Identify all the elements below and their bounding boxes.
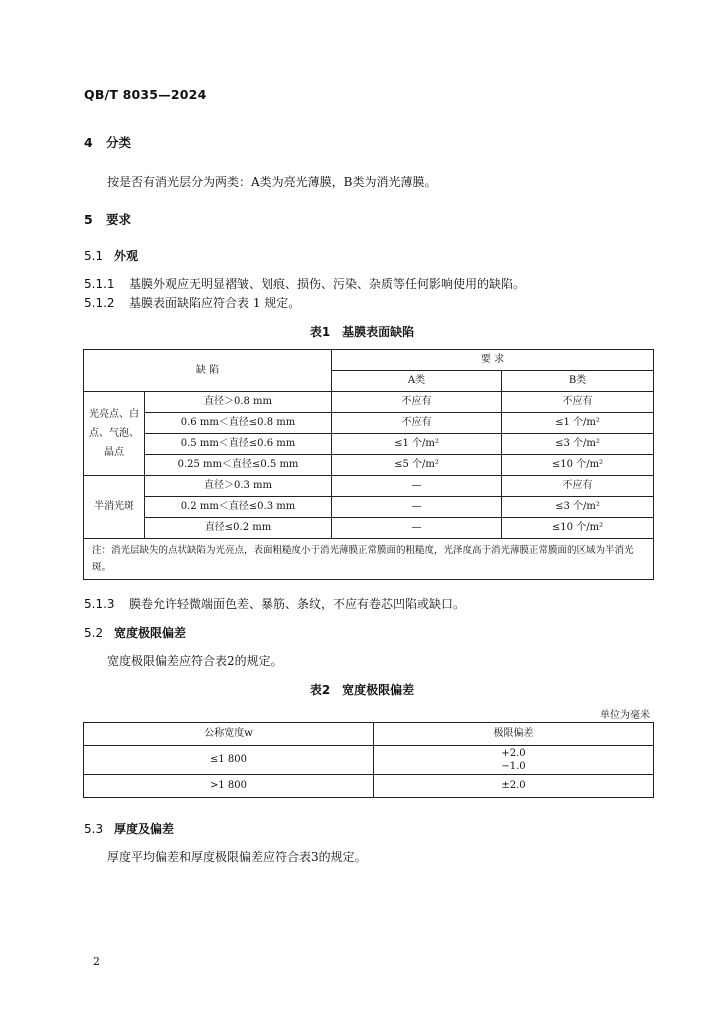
class-a-cell: ≤1 个/m²: [332, 434, 502, 455]
class-b-cell: 不应有: [502, 476, 654, 497]
table-1-caption: 表1 基膜表面缺陷: [309, 325, 415, 339]
section-5-1-heading: [84, 247, 138, 264]
table-row: [84, 775, 654, 798]
table-row: [84, 455, 654, 476]
standard-code-header: QB/T 8035—2024: [84, 87, 207, 102]
width-cell: >1 800: [84, 775, 374, 798]
table-2-caption: 表2 宽度极限偏差: [309, 683, 415, 697]
table-row: [84, 392, 654, 413]
condition-cell: 0.2 mm＜直径≤0.3 mm: [145, 497, 332, 518]
width-cell: ≤1 800: [84, 746, 374, 775]
class-b-cell: ≤3 个/m²: [502, 497, 654, 518]
class-a-cell: ≤5 个/m²: [332, 455, 502, 476]
table-row: [84, 497, 654, 518]
clause-5-1-2: [84, 294, 300, 311]
section-5-heading: [84, 210, 131, 228]
class-a-cell: 不应有: [332, 413, 502, 434]
limit-deviation-header: 极限偏差: [374, 723, 654, 746]
section-title: 厚度及偏差: [114, 822, 175, 836]
section-title: 要求: [106, 212, 132, 227]
condition-cell: 0.25 mm＜直径≤0.5 mm: [145, 455, 332, 476]
table-row: [84, 434, 654, 455]
section-4-heading: [84, 133, 131, 151]
clause-text: 膜卷允许轻微端面色差、暴筋、条纹，不应有卷芯凹陷或缺口。: [129, 597, 466, 611]
section-title: 外观: [114, 249, 139, 263]
section-4-paragraph: 按是否有消光层分为两类：A类为亮光薄膜，B类为消光薄膜。: [107, 175, 437, 189]
section-number: 4: [84, 135, 93, 150]
section-5-2-heading: [84, 624, 186, 641]
section-number: 5: [84, 212, 93, 227]
deviation-cell: [374, 746, 654, 775]
defect-header: 缺 陷: [84, 350, 332, 392]
class-a-cell: —: [332, 497, 502, 518]
class-b-cell: 不应有: [502, 392, 654, 413]
class-b-cell: ≤3 个/m²: [502, 434, 654, 455]
requirement-header: 要 求: [332, 350, 654, 371]
table-row: [84, 746, 654, 775]
defect-group-name: 光亮点、白点、气泡、晶点: [84, 392, 145, 476]
table-note: 注：消光层缺失的点状缺陷为光亮点，表面粗糙度小于消光薄膜正常膜面的粗糙度，光泽度高于消光薄膜正常膜面的区域为半消光斑。: [84, 539, 654, 580]
class-a-cell: —: [332, 518, 502, 539]
clause-text: 基膜表面缺陷应符合表 1 规定。: [129, 296, 301, 310]
clause-number: 5.1.2: [84, 296, 115, 310]
upper-deviation: +2.0: [501, 748, 526, 759]
deviation-cell: ±2.0: [374, 775, 654, 798]
section-number: 5.2: [84, 626, 104, 640]
class-a-cell: —: [332, 476, 502, 497]
section-number: 5.3: [84, 822, 104, 836]
class-a-header: A类: [332, 371, 502, 392]
clause-5-1-3: [84, 595, 465, 612]
class-b-cell: ≤10 个/m²: [502, 455, 654, 476]
section-title: 分类: [106, 135, 132, 150]
section-number: 5.1: [84, 249, 104, 263]
class-b-cell: ≤10 个/m²: [502, 518, 654, 539]
table-row: [84, 476, 654, 497]
clause-number: 5.1.1: [84, 277, 115, 291]
condition-cell: 0.5 mm＜直径≤0.6 mm: [145, 434, 332, 455]
nominal-width-header: 公称宽度w: [84, 723, 374, 746]
table-row: [84, 518, 654, 539]
class-a-cell: 不应有: [332, 392, 502, 413]
section-5-3-heading: [84, 820, 174, 837]
width-deviation-table: [83, 722, 654, 798]
condition-cell: 0.6 mm＜直径≤0.8 mm: [145, 413, 332, 434]
condition-cell: 直径≤0.2 mm: [145, 518, 332, 539]
section-5-3-paragraph: 厚度平均偏差和厚度极限偏差应符合表3的规定。: [107, 850, 367, 864]
clause-text: 基膜外观应无明显褶皱、划痕、损伤、污染、杂质等任何影响使用的缺陷。: [129, 277, 526, 291]
section-5-2-paragraph: 宽度极限偏差应符合表2的规定。: [107, 654, 283, 668]
section-title: 宽度极限偏差: [114, 626, 187, 640]
condition-cell: 直径＞0.3 mm: [145, 476, 332, 497]
class-b-cell: ≤1 个/m²: [502, 413, 654, 434]
table-row: [84, 413, 654, 434]
lower-deviation: −1.0: [501, 761, 526, 772]
surface-defect-table: [83, 349, 654, 580]
table-2-unit: 单位为毫米: [600, 710, 650, 721]
page-number: 2: [93, 955, 100, 968]
clause-5-1-1: [84, 275, 525, 292]
condition-cell: 直径＞0.8 mm: [145, 392, 332, 413]
defect-group-name: 半消光斑: [84, 476, 145, 539]
class-b-header: B类: [502, 371, 654, 392]
clause-number: 5.1.3: [84, 597, 115, 611]
